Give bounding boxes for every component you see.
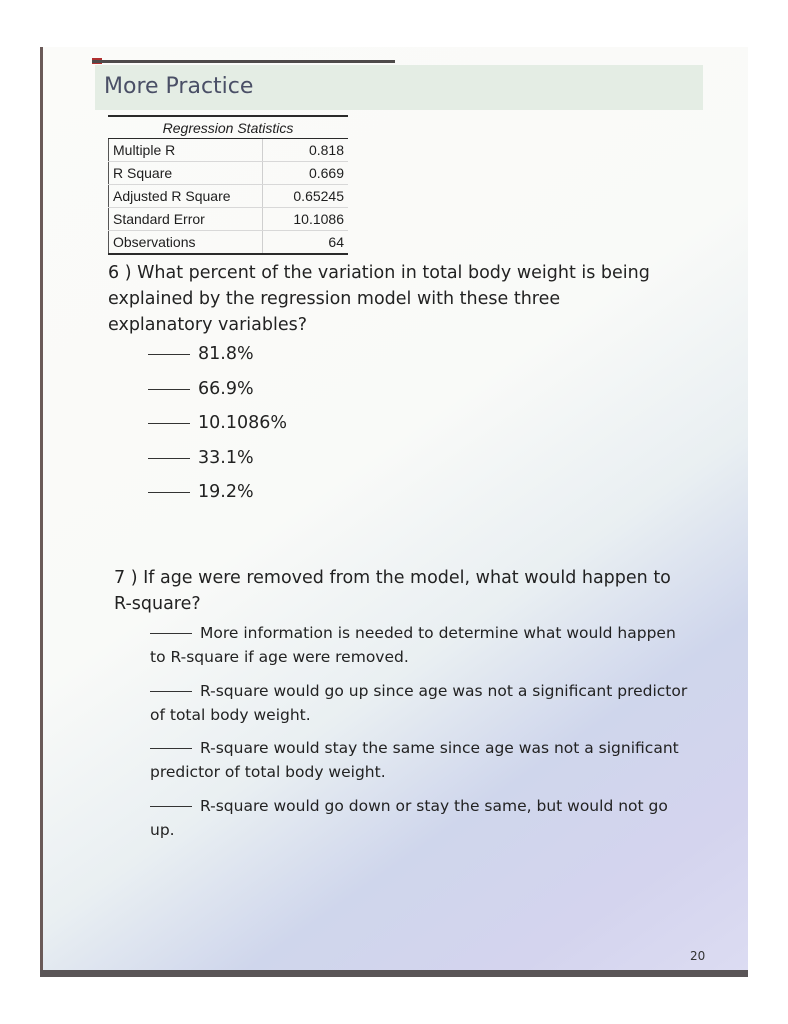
page-bottom-edge: [40, 970, 748, 977]
table-row: [109, 208, 349, 231]
row-value: 0.818: [263, 139, 349, 162]
row-label: R Square: [109, 162, 263, 185]
answer-blank[interactable]: [148, 353, 190, 355]
row-value: 0.669: [263, 162, 349, 185]
option-label: 10.1086%: [198, 413, 287, 433]
option-label: R-square would go down or stay the same, but would not go up.: [150, 797, 668, 839]
table-row: [109, 139, 349, 162]
q7-option[interactable]: [150, 794, 695, 842]
q6-option[interactable]: [148, 344, 254, 364]
question-6-text: 6 ) What percent of the variation in total body weight is being explained by the regression model with these three explanatory variables?: [108, 263, 650, 335]
row-value: 0.65245: [263, 185, 349, 208]
answer-blank[interactable]: [150, 805, 192, 807]
page-left-edge: [40, 47, 43, 975]
question-7-text: 7 ) If age were removed from the model, what would happen to R-square?: [114, 568, 671, 614]
q6-option[interactable]: [148, 482, 254, 502]
answer-blank[interactable]: [148, 422, 190, 424]
option-label: 66.9%: [198, 379, 254, 399]
option-label: R-square would go up since age was not a significant predictor of total body weight.: [150, 682, 688, 724]
q6-option[interactable]: [148, 413, 287, 433]
row-value: 10.1086: [263, 208, 349, 231]
header-rule: [92, 60, 395, 63]
table-row: [109, 231, 349, 255]
answer-blank[interactable]: [148, 491, 190, 493]
option-label: 33.1%: [198, 448, 254, 468]
row-value: 64: [263, 231, 349, 255]
answer-blank[interactable]: [150, 632, 192, 634]
regression-statistics-table: [108, 115, 348, 255]
table-caption: Regression Statistics: [108, 115, 348, 139]
answer-blank[interactable]: [150, 690, 192, 692]
q6-option[interactable]: [148, 448, 254, 468]
q6-option[interactable]: [148, 379, 254, 399]
row-label: Standard Error: [109, 208, 263, 231]
q7-option[interactable]: [150, 736, 695, 784]
q7-option[interactable]: [150, 679, 695, 727]
option-label: R-square would stay the same since age was not a significant predictor of total body weight.: [150, 739, 679, 781]
answer-blank[interactable]: [148, 457, 190, 459]
option-label: 81.8%: [198, 344, 254, 364]
answer-blank[interactable]: [150, 747, 192, 749]
page-number: 20: [690, 949, 706, 963]
row-label: Observations: [109, 231, 263, 255]
table-row: [109, 162, 349, 185]
option-label: 19.2%: [198, 482, 254, 502]
row-label: Multiple R: [109, 139, 263, 162]
q7-option[interactable]: [150, 621, 695, 669]
option-label: More information is needed to determine what would happen to R-square if age were removed.: [150, 624, 676, 666]
row-label: Adjusted R Square: [109, 185, 263, 208]
table-row: [109, 185, 349, 208]
page-title: More Practice: [104, 74, 254, 99]
answer-blank[interactable]: [148, 388, 190, 390]
